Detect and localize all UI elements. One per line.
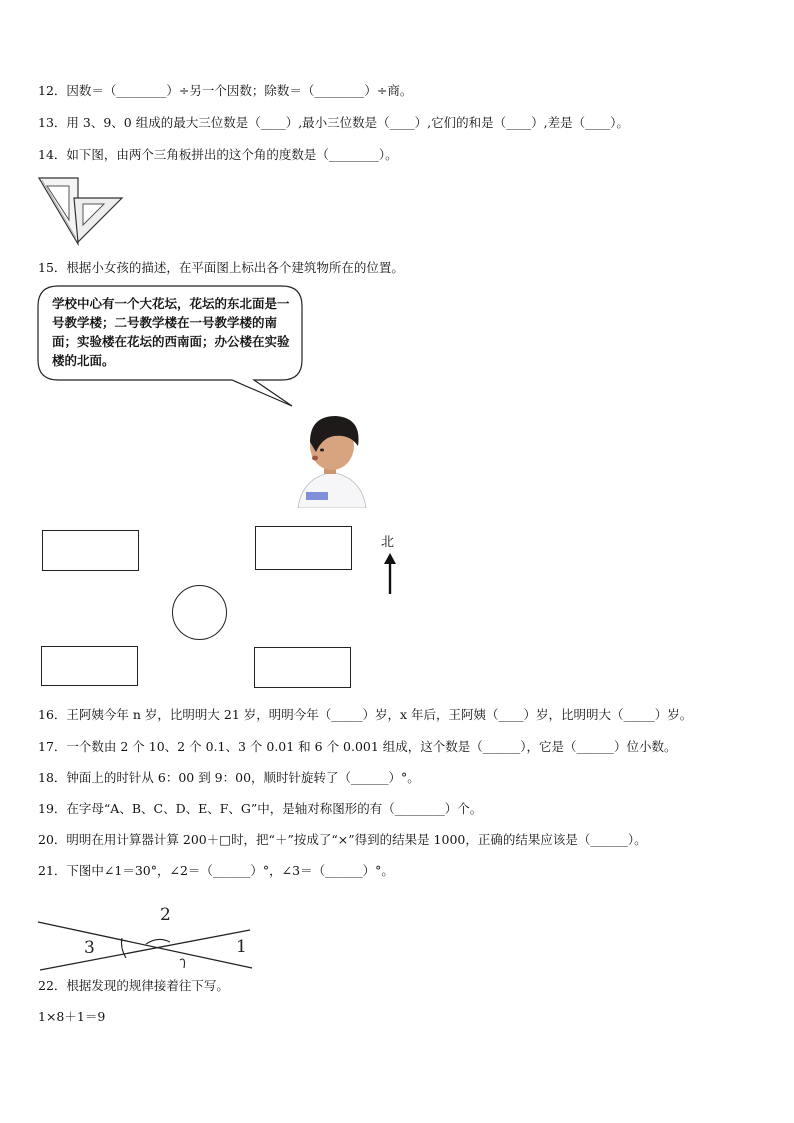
angle-label-1: 1 [236,937,247,957]
question-22: 22．根据发现的规律接着往下写。 [38,978,229,993]
pattern-line: 1×8＋1＝9 [38,1009,106,1024]
question-12: 12．因数＝（________）÷另一个因数；除数＝（________）÷商。 [38,83,413,98]
building-box-bottom-right[interactable] [254,647,351,688]
girl-illustration [292,412,372,508]
set-square-figure [38,176,128,246]
building-box-top-left[interactable] [42,530,139,571]
question-17: 17．一个数由 2 个 10、2 个 0.1、3 个 0.01 和 6 个 0.001 组成，这个数是（______），它是（______）位小数。 [38,739,677,754]
question-19: 19．在字母“A、B、C、D、E、F、G”中，是轴对称图形的有（________）个。 [38,801,483,816]
angle-label-2: 2 [160,905,171,925]
question-16: 16．王阿姨今年 n 岁，比明明大 21 岁，明明今年（_____）岁，x 年后，王阿姨（____）岁，比明明大（_____）岁。 [38,707,693,722]
building-box-top-right[interactable] [255,526,352,570]
flower-bed-circle[interactable] [172,585,227,640]
question-18: 18．钟面上的时针从 6：00 到 9：00，顺时针旋转了（______）°。 [38,770,420,785]
question-21: 21．下图中∠1＝30°，∠2＝（______）°，∠3＝（______）°。 [38,863,394,878]
north-arrow-icon [383,553,397,595]
question-14: 14．如下图，由两个三角板拼出的这个角的度数是（________）。 [38,147,398,162]
building-box-bottom-left[interactable] [41,646,138,686]
question-15: 15．根据小女孩的描述，在平面图上标出各个建筑物所在的位置。 [38,260,404,275]
question-20: 20．明明在用计算器计算 200＋□时，把“＋”按成了“×”得到的结果是 1000，正确的结果应该是（______）。 [38,832,647,847]
question-13: 13．用 3、9、0 组成的最大三位数是（____）,最小三位数是（____）,它们的和是（____）,差是（____）。 [38,115,629,130]
north-label: 北 [381,535,395,550]
angle-label-3: 3 [84,938,95,958]
bubble-text: 学校中心有一个大花坛，花坛的东北面是一号教学楼；二号教学楼在一号教学楼的南面；实验楼在花坛的西南面；办公楼在实验楼的北面。 [52,296,290,368]
angle-figure [34,898,259,972]
